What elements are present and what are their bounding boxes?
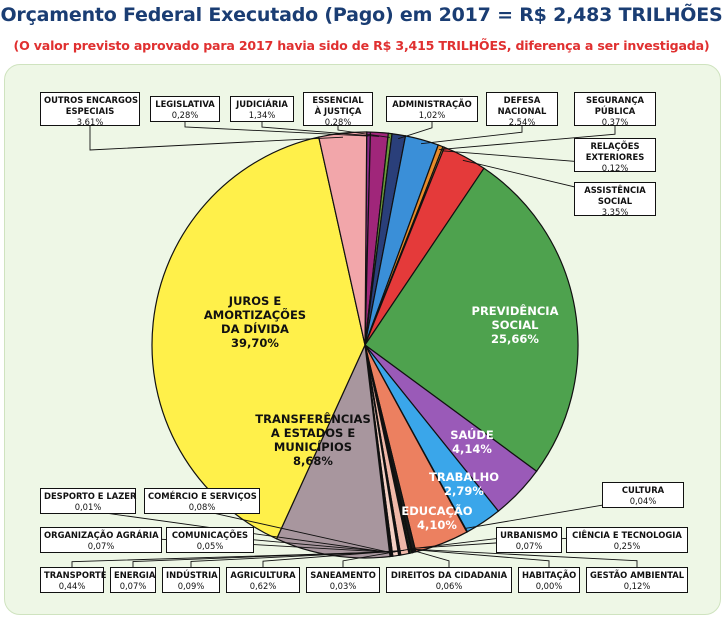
callout-administracao bbox=[386, 96, 478, 122]
slice-label: SOCIAL bbox=[597, 196, 633, 206]
callout-energia bbox=[110, 567, 156, 593]
slice-label: DIREITOS DA CIDADANIA bbox=[390, 570, 508, 580]
slice-value: 1,02% bbox=[418, 110, 446, 120]
slice-label: JUDICIÁRIA bbox=[236, 99, 288, 109]
slice-value: 0,04% bbox=[629, 496, 657, 506]
callout-comercio bbox=[144, 488, 260, 514]
slice-value: 0,09% bbox=[177, 581, 205, 591]
callout-comunicacoes bbox=[166, 527, 254, 553]
callout-seguranca bbox=[574, 92, 656, 126]
slice-label: A ESTADOS E bbox=[270, 426, 356, 440]
slice-label: CIÊNCIA E TECNOLOGIA bbox=[572, 530, 682, 540]
callout-essencial bbox=[303, 92, 373, 126]
slice-label: À JUSTIÇA bbox=[314, 106, 362, 116]
slice-label: COMÉRCIO E SERVIÇOS bbox=[148, 491, 257, 501]
callout-saneamento bbox=[306, 567, 380, 593]
chart-subtitle: (O valor previsto aprovado para 2017 havia sido de R$ 3,415 TRILHÕES, diferença a ser investigada) bbox=[13, 38, 710, 53]
slice-label: LEGISLATIVA bbox=[155, 99, 215, 109]
slice-label: ENERGIA bbox=[114, 570, 156, 580]
slice-label: EXTERIORES bbox=[585, 152, 645, 162]
slice-label: COMUNICAÇÕES bbox=[171, 530, 249, 540]
slice-label: ESPECIAIS bbox=[65, 106, 115, 116]
slice-value: 2,79% bbox=[444, 484, 484, 498]
callout-organizacao bbox=[40, 527, 162, 553]
callout-assistencia bbox=[574, 182, 656, 216]
slice-value: 0,28% bbox=[171, 110, 199, 120]
slice-label: RELAÇÕES bbox=[590, 141, 640, 151]
slice-value: 0,01% bbox=[74, 502, 102, 512]
callout-direitos bbox=[386, 567, 512, 593]
callout-legislativa bbox=[150, 96, 220, 122]
slice-label: EDUCAÇÃO bbox=[401, 504, 473, 518]
slice-value: 4,14% bbox=[452, 442, 492, 456]
slice-value: 0,06% bbox=[435, 581, 463, 591]
slice-label: DESPORTO E LAZER bbox=[44, 491, 137, 501]
callout-cultura bbox=[602, 482, 684, 508]
slice-label: TRABALHO bbox=[429, 470, 499, 484]
slice-label: ORGANIZAÇÃO AGRÁRIA bbox=[44, 530, 159, 540]
slice-label: SAÚDE bbox=[450, 428, 494, 442]
slice-value: 4,10% bbox=[417, 518, 457, 532]
slice-label: DEFESA bbox=[503, 95, 541, 105]
slice-value: 0,07% bbox=[515, 541, 543, 551]
slice-label: TRANSFERÊNCIAS bbox=[255, 412, 371, 426]
callout-desporto bbox=[40, 488, 136, 514]
inner-label-trabalho bbox=[384, 470, 544, 498]
slice-value: 0,00% bbox=[535, 581, 563, 591]
slice-value: 8,68% bbox=[293, 454, 333, 468]
slice-label: AGRICULTURA bbox=[230, 570, 296, 580]
callout-industria bbox=[162, 567, 220, 593]
slice-label: ASSISTÊNCIA bbox=[584, 185, 646, 195]
slice-value: 0,25% bbox=[613, 541, 641, 551]
slice-value: 0,08% bbox=[188, 502, 216, 512]
slice-label: PÚBLICA bbox=[594, 106, 636, 116]
slice-value: 3,35% bbox=[601, 207, 629, 217]
callout-urbanismo bbox=[496, 527, 562, 553]
slice-value: 0,12% bbox=[623, 581, 651, 591]
inner-label-saude bbox=[392, 428, 552, 456]
callout-habitacao bbox=[518, 567, 580, 593]
slice-label: HABITAÇÃO bbox=[522, 570, 577, 580]
slice-label: URBANISMO bbox=[500, 530, 558, 540]
callout-transporte bbox=[40, 567, 107, 593]
chart-title: Orçamento Federal Executado (Pago) em 2017 = R$ 2,483 TRILHÕES bbox=[0, 4, 723, 26]
slice-value: 39,70% bbox=[231, 336, 279, 350]
slice-value: 0,12% bbox=[601, 163, 629, 173]
slice-label: SOCIAL bbox=[491, 318, 539, 332]
slice-label: ADMINISTRAÇÃO bbox=[392, 99, 472, 109]
slice-label: CULTURA bbox=[621, 485, 665, 495]
slice-value: 2,54% bbox=[508, 117, 536, 127]
slice-label: OUTROS ENCARGOS bbox=[44, 95, 138, 105]
slice-value: 0,37% bbox=[601, 117, 629, 127]
inner-label-educacao bbox=[357, 504, 517, 532]
slice-label: TRANSPORTE bbox=[44, 570, 107, 580]
inner-label-previdencia bbox=[435, 304, 595, 346]
slice-label: JUROS E bbox=[228, 294, 282, 308]
callout-ciencia bbox=[566, 527, 688, 553]
slice-value: 0,05% bbox=[196, 541, 224, 551]
callout-outros bbox=[40, 92, 140, 126]
slice-value: 0,07% bbox=[87, 541, 115, 551]
slice-value: 3,61% bbox=[76, 117, 104, 127]
slice-label: INDÚSTRIA bbox=[166, 570, 218, 580]
inner-label-juros bbox=[175, 294, 335, 350]
slice-label: SANEAMENTO bbox=[310, 570, 376, 580]
callout-gestao bbox=[586, 567, 688, 593]
callout-judiciaria bbox=[230, 96, 294, 122]
callout-defesa bbox=[486, 92, 558, 126]
slice-value: 25,66% bbox=[491, 332, 539, 346]
slice-label: ESSENCIAL bbox=[312, 95, 364, 105]
slice-value: 0,28% bbox=[324, 117, 352, 127]
leader-line-defesa bbox=[421, 126, 522, 144]
slice-value: 0,62% bbox=[249, 581, 277, 591]
slice-value: 0,44% bbox=[58, 581, 86, 591]
slice-value: 0,07% bbox=[119, 581, 147, 591]
slice-value: 0,03% bbox=[329, 581, 357, 591]
slice-value: 1,34% bbox=[248, 110, 276, 120]
slice-label: NACIONAL bbox=[497, 106, 547, 116]
callout-relacoes bbox=[574, 138, 656, 172]
slice-label: AMORTIZAÇÕES bbox=[203, 308, 307, 322]
callout-agricultura bbox=[226, 567, 300, 593]
slice-label: GESTÃO AMBIENTAL bbox=[590, 570, 685, 580]
slice-label: MUNICÍPIOS bbox=[273, 440, 353, 454]
slice-label: DA DÍVIDA bbox=[221, 322, 289, 336]
slice-label: PREVIDÊNCIA bbox=[471, 304, 559, 318]
inner-label-transferencias bbox=[233, 412, 393, 468]
slice-label: SEGURANÇA bbox=[586, 95, 644, 105]
